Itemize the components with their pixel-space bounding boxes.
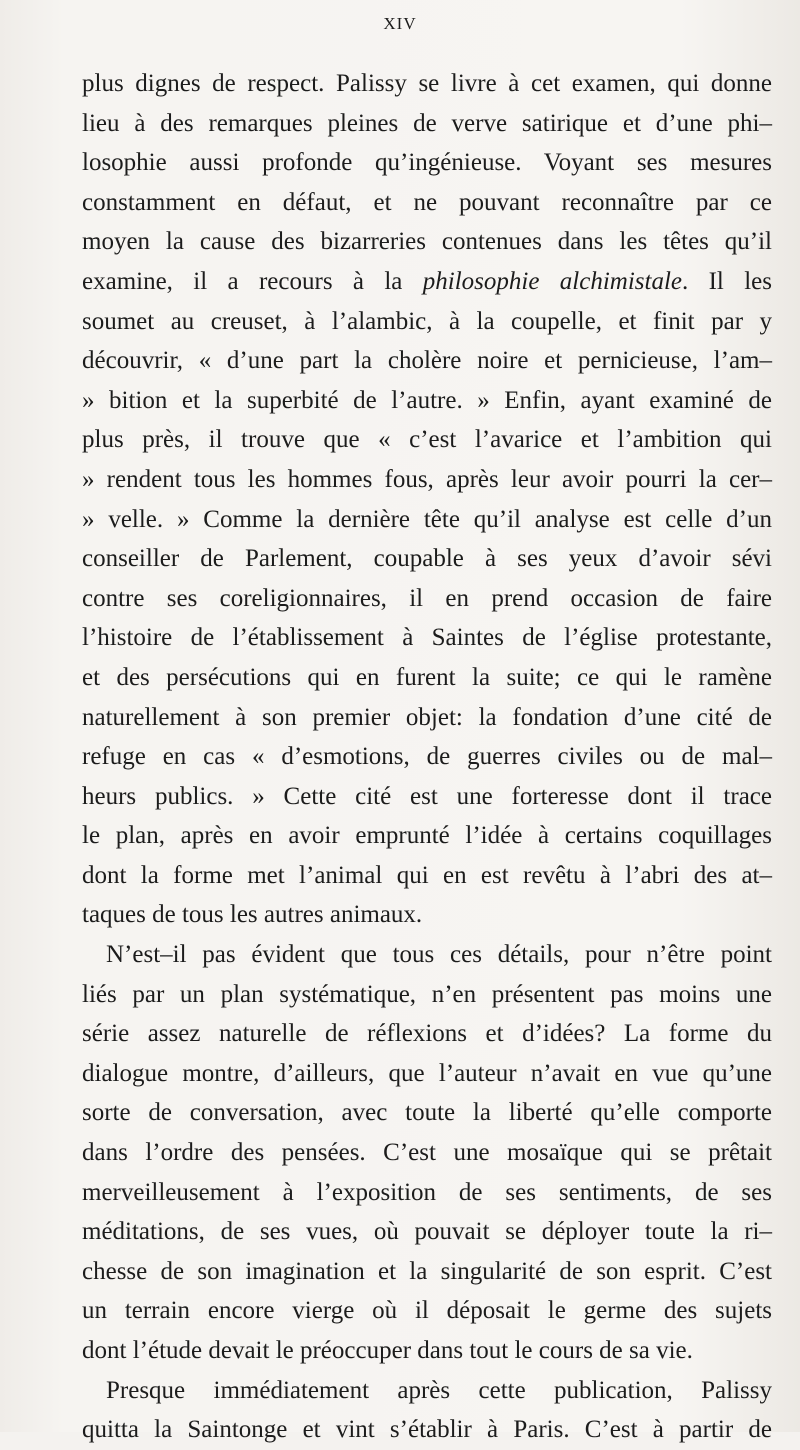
text-line: dialogue montre, d’ailleurs, que l’auteur n’avait en vue qu’une bbox=[82, 1059, 772, 1087]
text-line: constamment en défaut, et ne pouvant reconnaître par ce bbox=[82, 188, 772, 216]
text-line: N’est–il pas évident que tous ces détails, pour n’être point bbox=[106, 941, 772, 969]
page-number: XIV bbox=[383, 14, 417, 33]
text-line: plus dignes de respect. Palissy se livre à cet examen, qui donne bbox=[82, 70, 772, 97]
italic-phrase: philosophie alchimistale bbox=[422, 267, 682, 295]
text-line: merveilleusement à l’exposition de ses sentiments, de ses bbox=[82, 1178, 772, 1206]
text-line: dans l’ordre des pensées. C’est une mosaïque qui se prêtait bbox=[82, 1139, 772, 1167]
text-line: quitta la Saintonge et vint s’établir à Paris. C’est à partir de bbox=[82, 1416, 772, 1444]
text-line: découvrir, « d’une part la cholère noire et pernicieuse, l’am– bbox=[82, 347, 772, 375]
text-line: méditations, de ses vues, où pouvait se déployer toute la ri– bbox=[82, 1218, 772, 1246]
text-line: naturellement à son premier objet: la fondation d’une cité de bbox=[82, 703, 772, 731]
text-line: » bition et la superbité de l’autre. » Enfin, ayant examiné de bbox=[82, 386, 772, 414]
text-line: Presque immédiatement après cette publication, Palissy bbox=[106, 1376, 772, 1404]
text-line: conseiller de Parlement, coupable à ses yeux d’avoir sévi bbox=[82, 545, 772, 573]
text-line: soumet au creuset, à l’alambic, à la coupelle, et finit par y bbox=[82, 307, 772, 335]
text-line: un terrain encore vierge où il déposait le germe des sujets bbox=[82, 1297, 772, 1325]
text-line: » rendent tous les hommes fous, après leur avoir pourri la cer– bbox=[82, 465, 772, 493]
text-line: chesse de son imagination et la singularité de son esprit. C’est bbox=[82, 1257, 772, 1285]
text-line: heurs publics. » Cette cité est une forteresse dont il trace bbox=[82, 782, 772, 810]
text-line: et des persécutions qui en furent la suite; ce qui le ramène bbox=[82, 663, 772, 691]
text-line: liés par un plan systématique, n’en présentent pas moins une bbox=[82, 980, 772, 1008]
text-line: dont l’étude devait le préoccuper dans tout le cours de sa vie. bbox=[82, 1337, 693, 1364]
text-line: contre ses coreligionnaires, il en prend occasion de faire bbox=[82, 584, 772, 612]
text-line: dont la forme met l’animal qui en est revêtu à l’abri des at– bbox=[82, 861, 772, 889]
text-line: plus près, il trouve que « c’est l’avarice et l’ambition qui bbox=[82, 426, 772, 454]
text-line: losophie aussi profonde qu’ingénieuse. Voyant ses mesures bbox=[82, 149, 772, 177]
text-line: taques de tous les autres animaux. bbox=[82, 901, 423, 929]
text-line: moyen la cause des bizarreries contenues dans les têtes qu’il bbox=[82, 228, 772, 256]
text-line: » velle. » Comme la dernière tête qu’il analyse est celle d’un bbox=[82, 505, 772, 533]
text-line: refuge en cas « d’esmotions, de guerres civiles ou de mal– bbox=[82, 743, 772, 771]
text-line: examine, il a recours à la philosophie alchimistale. Il les bbox=[82, 267, 773, 295]
text-line: lieu à des remarques pleines de verve satirique et d’une phi– bbox=[82, 109, 772, 137]
text-line: le plan, après en avoir emprunté l’idée à certains coquillages bbox=[82, 822, 772, 850]
text-line: l’histoire de l’établissement à Saintes de l’église protestante, bbox=[82, 624, 772, 652]
text-line: sorte de conversation, avec toute la liberté qu’elle comporte bbox=[82, 1099, 772, 1127]
body-text bbox=[82, 64, 772, 1450]
text-line: série assez naturelle de réflexions et d’idées? La forme du bbox=[82, 1020, 772, 1048]
